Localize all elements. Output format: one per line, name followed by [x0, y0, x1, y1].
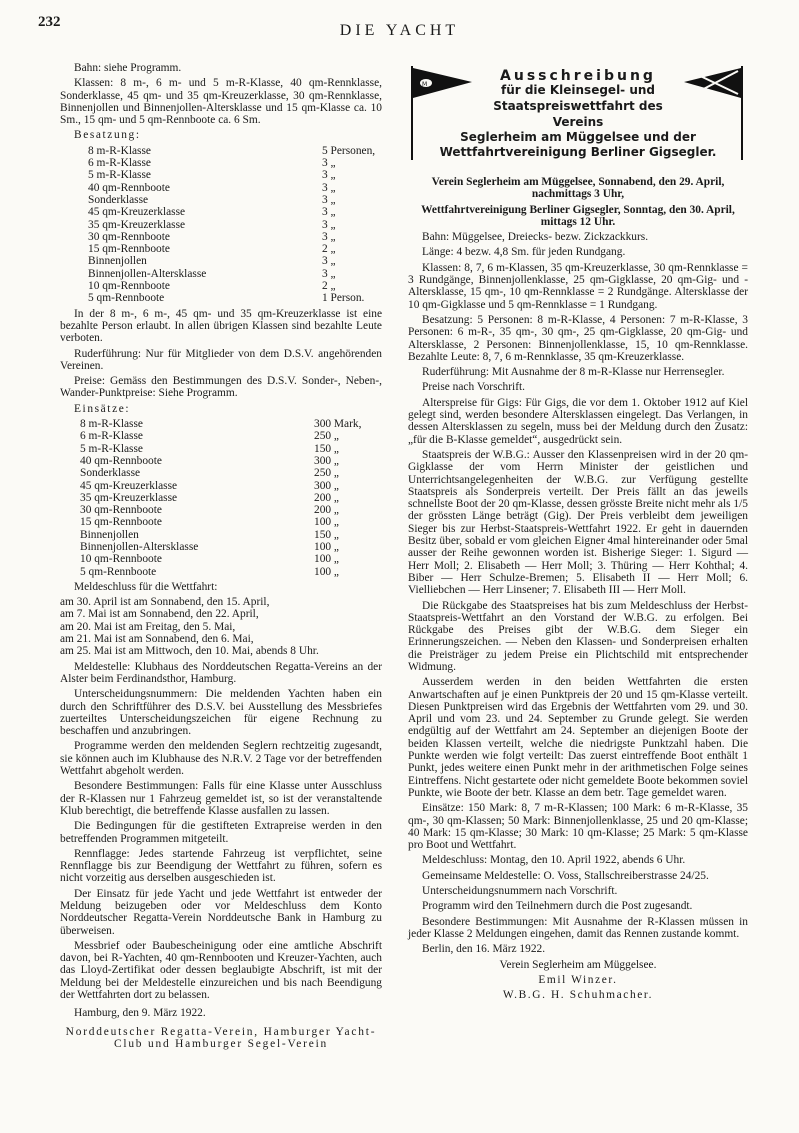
r-programm-text: Programm wird den Teilnehmern durch die Post zugesandt. — [422, 900, 693, 913]
besatzung-row-label: 40 qm-Rennboote — [88, 181, 170, 194]
einsaetze-row-value: 100 „ — [314, 565, 339, 578]
einsaetze-row-value: 100 „ — [314, 516, 339, 529]
einsaetze-row-value: 300 „ — [314, 479, 339, 492]
r-besatzung-text: Besatzung: 5 Personen: 8 m-R-Klasse, 4 Personen: 7 m-R-Klasse, 3 Personen: 6 m-R-, 35 qm-, 30 qm-, 25 qm-Gigklasse, 20 qm-Gig- und Altersklasse, 2 Personen: Binnenjollenklasse, 15, 10 qm-Rennklasse. Bezahlte Leute: 8, 7, 6 m-Rennklasse, 35 qm-Kreuzerklasse. — [408, 313, 748, 363]
einsaetze-row-label: Binnenjollen — [80, 528, 139, 541]
bedingungen-text: Die Bedingungen für die gestifteten Extrapreise werden in den betreffenden Programmen mitgeteilt. — [60, 820, 382, 845]
besatzung-row — [88, 157, 382, 169]
einsaetze-row-value: 200 „ — [314, 491, 339, 504]
verein-date: Verein Seglerheim am Müggelsee, Sonnabend, den 29. April, nachmittags 3 Uhr, — [431, 176, 725, 201]
unterscheidung-text: Unterscheidungsnummern: Die meldenden Yachten haben ein durch den Schriftführer des D.S.V. bei Ausstellung des Messbriefes zuerteiltes Unterscheidungszeichen für eigene Rechnung zu beschaffen und anzubringen. — [60, 688, 382, 738]
einsaetze-row — [80, 541, 382, 553]
rennflagge-text: Rennflagge: Jedes startende Fahrzeug ist verpflichtet, seine Rennflagge bis zur Beendigung der Wettfahrt zu führen, sofern es nicht vorzeitig aus derselben ausgeschieden ist. — [60, 847, 382, 885]
r-rueckgabe-text: Die Rückgabe des Staatspreises hat bis zum Meldeschluss der Herbst-Staatspreis-Wettfahrt an den Vorstand der W.B.G. zu erfolgen. Bei Rückgabe des Preises gibt der W.B.G. dem Sieger ein Erinnerungszeichen. — Neben den Klassen- und Sonderpreisen erhalten die Preisträger zu jedem Preise ein Plichtschild mit entsprechender Widmung. — [408, 599, 748, 673]
besatzung-row-label: 8 m-R-Klasse — [88, 144, 151, 157]
r-alterspreise-text: Alterspreise für Gigs: Für Gigs, die vor dem 1. Oktober 1912 auf Kiel gelegt sind, werden besondere Altersklassen eingelegt. Das Verlangen, in dessen Altersklassen zu segeln, muss bei der Meldung durch den Zusatz: „für die B-Klasse gemeldet“, ausgedrückt sein. — [408, 396, 748, 446]
besatzung-row-value: 3 „ — [322, 193, 336, 206]
besatzung-row — [88, 280, 382, 292]
besatzung-row — [88, 145, 382, 157]
einsaetze-row — [80, 467, 382, 479]
besatzung-row-value: 3 „ — [322, 255, 336, 268]
einsaetze-row-label: 30 qm-Rennboote — [80, 504, 162, 517]
left-column — [60, 62, 382, 1053]
besatzung-row-value: 2 „ — [322, 243, 336, 256]
r-besondere-text: Besondere Bestimmungen: Mit Ausnahme der R-Klassen müssen in jeder Klasse 2 Meldungen eingehen, damit das Rennen zustande kommt. — [408, 915, 748, 940]
einsaetze-row — [80, 504, 382, 516]
besatzung-row-value: 5 Personen, — [322, 144, 376, 157]
meldestelle-text: Meldestelle: Klubhaus des Norddeutschen Regatta-Vereins an der Alster beim Ferdinandsthor, Hamburg. — [60, 660, 382, 685]
running-title: DIE YACHT — [339, 22, 460, 39]
besatzung-row-label: 35 qm-Kreuzerklasse — [88, 218, 186, 231]
einsaetze-row — [80, 455, 382, 467]
einsaetze-row-label: 10 qm-Rennboote — [80, 553, 162, 566]
besatzung-row — [88, 206, 382, 218]
einsaetze-row — [80, 443, 382, 455]
einsaetze-row — [80, 529, 382, 541]
r-laenge-text: Länge: 4 bezw. 4,8 Sm. für jeden Rundgang. — [422, 246, 626, 259]
einsaetze-row-value: 300 Mark, — [314, 418, 362, 431]
messbrief-text: Messbrief oder Baubescheinigung oder eine amtliche Abschrift davon, bei R-Yachten, 40 qm-Rennbooten und Kreuzer-Yachten, auch das Lloyd-Zertifikat oder dessen beglaubigte Abschrift, ist mit der Meldung bei der Meldestelle einzureichen und bis nach Beendigung der Wettfahrten dort zu belassen. — [60, 939, 382, 1002]
einsaetze-row-value: 200 „ — [314, 504, 339, 517]
besatzung-row — [88, 231, 382, 243]
besatzung-row-value: 3 „ — [322, 206, 336, 219]
r-staatspreis-text: Staatspreis der W.B.G.: Ausser den Klassenpreisen wird in der 20 qm-Gigklasse der vom Herrn Minister der geistlichen und Unterrichtsangelegenheiten der W.B.G. zur Verfügung gestellte Staatspreis als Sonderpreis verteilt. Der Preis fällt an das jeweils schnellste Boot der 20 qm-Klasse, dessen grösste Breite nicht mehr als 1/5 der grössten Länge beträgt (Gig). Der Preis verbleibt dem jeweiligen Sieger bis zur Herbst-Staatspreis-Wettfahrt 1922. Er geht in dauernden Besitz über, sobald er vom gleichen Eigner 4mal hintereinander oder 5mal ausser der Reihe gewonnen worden ist. Bisherige Sieger: 1. Sigurd — Herr Moll; 2. Elisabeth — Herr Moll; 3. Thüring — Herr Kohthal; 4. Biber — Herr Schulze-Bremen; 5. Elisabeth II — Herr Moll; 6. Vielliebchen — Herr Linsener; 7. Elisabeth III — Herr Moll. — [408, 448, 748, 597]
besatzung-row — [88, 219, 382, 231]
einsaetze-row-value: 100 „ — [314, 540, 339, 553]
besatzung-list — [60, 145, 382, 305]
r-signature-name: Emil Winzer. — [538, 973, 618, 986]
einsaetze-row-label: 35 qm-Kreuzerklasse — [80, 491, 178, 504]
besatzung-row — [88, 255, 382, 267]
club-pennant-right-icon — [678, 62, 748, 162]
r-ruderfuehrung-text: Ruderführung: Mit Ausnahme der 8 m-R-Klasse nur Herrensegler. — [422, 366, 725, 379]
einsaetze-row-value: 250 „ — [314, 430, 339, 443]
besatzung-row-value: 3 „ — [322, 267, 336, 280]
besatzung-row — [88, 194, 382, 206]
einsaetze-row — [80, 430, 382, 442]
besatzung-row-label: 30 qm-Rennboote — [88, 230, 170, 243]
r-bahn-text: Bahn: Müggelsee, Dreiecks- bezw. Zickzackkurs. — [422, 231, 649, 244]
r-unterscheidung-text: Unterscheidungsnummern nach Vorschrift. — [422, 885, 618, 898]
besatzung-row-label: 6 m-R-Klasse — [88, 157, 151, 170]
r-klassen-text: Klassen: 8, 7, 6 m-Klassen, 35 qm-Kreuzerklasse, 30 qm-Rennklasse = 3 Rundgänge, Binnenjollenklasse, 25 qm-Gigklasse, 20 qm-Gig- und -Altersklasse, 15 qm-, 10 qm-Rennklasse = 2 Rundgänge. Altersklasse der 10 qm-Gigklasse und 5 qm-Rennklasse = 1 Rundgang. — [408, 261, 748, 311]
left-date: Hamburg, den 9. März 1922. — [74, 1007, 206, 1020]
einsaetze-row — [80, 516, 382, 528]
announcement-title: Ausschreibung — [500, 68, 656, 84]
meldeschluss-line: am 21. Mai ist am Sonnabend, den 6. Mai, — [60, 633, 254, 646]
besatzung-row — [88, 243, 382, 255]
meldeschluss-line: am 20. Mai ist am Freitag, den 5. Mai, — [60, 620, 236, 633]
besatzung-heading: Besatzung: — [74, 129, 141, 142]
r-meldestelle-text: Gemeinsame Meldestelle: O. Voss, Stallschreiberstrasse 24/25. — [422, 869, 709, 882]
klassen-text: Klassen: 8 m-, 6 m- und 5 m-R-Klasse, 40 qm-Rennklasse, Sonderklasse, 45 qm- und 35 qm-Kreuzerklasse, 30 qm-Rennklasse, Binnenjollen und Binnenjollen-Altersklasse und 15 qm-Klasse ca. 10 Sm., 15 qm- und 5 qm-Rennboote ca. 6 Sm. — [60, 77, 382, 127]
besatzung-row-label: Binnenjollen-Altersklasse — [88, 267, 207, 280]
einsaetze-row-label: 5 m-R-Klasse — [80, 442, 143, 455]
ruderfuehrung-text: Ruderführung: Nur für Mitglieder von dem D.S.V. angehörenden Vereinen. — [60, 347, 382, 372]
besatzung-row-value: 3 „ — [322, 218, 336, 231]
einsaetze-row-value: 150 „ — [314, 528, 339, 541]
einsaetze-row — [80, 418, 382, 430]
besatzung-row — [88, 182, 382, 194]
besatzung-row-label: 5 m-R-Klasse — [88, 169, 151, 182]
r-meldeschluss-text: Meldeschluss: Montag, den 10. April 1922, abends 6 Uhr. — [422, 854, 686, 867]
page-number: 232 — [38, 14, 61, 30]
r-date: Berlin, den 16. März 1922. — [422, 943, 546, 956]
right-column — [408, 62, 748, 1004]
einsaetze-row-label: 8 m-R-Klasse — [80, 418, 143, 431]
meldeschluss-list — [60, 596, 382, 657]
meldeschluss-heading: Meldeschluss für die Wettfahrt: — [74, 580, 218, 593]
r-einsaetze-text: Einsätze: 150 Mark: 8, 7 m-R-Klassen; 100 Mark: 6 m-R-Klasse, 35 qm-, 30 qm-Klassen; 50 Mark: Binnenjollenklasse, 25 und 20 qm-Klasse; 40 Mark: 15 qm-Klasse; 30 Mark: 10 qm-Klasse; 25 Mark: 5 qm-Klasse pro Boot und Wettfahrt. — [408, 802, 748, 852]
einsaetze-row-label: Binnenjollen-Altersklasse — [80, 540, 199, 553]
besatzung-row-label: Binnenjollen — [88, 255, 147, 268]
announcement-subtitle: für die Kleinsegel- und Staatspreiswettfahrt des Vereins — [493, 83, 663, 130]
besatzung-row-label: Sonderklasse — [88, 193, 149, 206]
besatzung-row-value: 3 „ — [322, 169, 336, 182]
einsaetze-row-label: 5 qm-Rennboote — [80, 565, 157, 578]
besatzung-row-value: 1 Person. — [322, 292, 365, 305]
einsaetze-row — [80, 566, 382, 578]
svg-text:M: M — [422, 81, 428, 88]
einsaetze-row-label: 6 m-R-Klasse — [80, 430, 143, 443]
besatzung-row-value: 3 „ — [322, 230, 336, 243]
meldeschluss-line: am 30. April ist am Sonnabend, den 15. April, — [60, 596, 270, 609]
einsaetze-row-label: Sonderklasse — [80, 467, 141, 480]
besatzung-row-label: 5 qm-Rennboote — [88, 292, 165, 305]
besatzung-row-value: 3 „ — [322, 157, 336, 170]
einsaetze-row-value: 250 „ — [314, 467, 339, 480]
club-pennant-left-icon — [408, 62, 478, 162]
einsaetze-row — [80, 480, 382, 492]
einsaetze-row-value: 100 „ — [314, 553, 339, 566]
einsaetze-row-value: 150 „ — [314, 442, 339, 455]
einsaetze-heading: Einsätze: — [74, 402, 131, 415]
besatzung-row-value: 3 „ — [322, 181, 336, 194]
besatzung-row-value: 2 „ — [322, 280, 336, 293]
besondere-text: Besondere Bestimmungen: Falls für eine Klasse unter Ausschluss der R-Klassen nur 1 Fahrzeug gemeldet ist, so ist der veranstaltende Klub berechtigt, die betreffende Klasse ausfallen zu lassen. — [60, 780, 382, 817]
preise-text: Preise: Gemäss den Bestimmungen des D.S.V. Sonder-, Neben-, Wander-Punktpreise: Siehe Programm. — [60, 375, 382, 400]
einsaetze-row-label: 45 qm-Kreuzerklasse — [80, 479, 178, 492]
announcement-clubs: Seglerheim am Müggelsee und der Wettfahrtvereinigung Berliner Gigsegler. — [439, 130, 717, 160]
einsatz-text: Der Einsatz für jede Yacht und jede Wettfahrt ist entweder der Meldung beizugeben oder vor Meldeschluss dem Konto Norddeutscher Regatta-Verein Norddeutsche Bank in Hamburg zu überweisen. — [60, 887, 382, 937]
besatzung-row — [88, 292, 382, 304]
einsaetze-row-value: 300 „ — [314, 454, 339, 467]
meldeschluss-line: am 25. Mai ist am Mittwoch, den 10. Mai, abends 8 Uhr. — [60, 645, 319, 658]
besatzung-row-label: 15 qm-Rennboote — [88, 243, 170, 256]
besatzung-row — [88, 169, 382, 181]
programme-text: Programme werden den meldenden Seglern rechtzeitig zugesandt, sie können auch im Klubhause des N.R.V. 2 Tage vor der betreffenden Wettfahrt abgeholt werden. — [60, 740, 382, 778]
r-signature-wbg: W.B.G. H. Schuhmacher. — [502, 989, 654, 1002]
r-preise-text: Preise nach Vorschrift. — [422, 381, 526, 394]
bahn-text: Bahn: siehe Programm. — [74, 62, 182, 74]
meldeschluss-line: am 7. Mai ist am Sonnabend, den 22. April, — [60, 608, 259, 621]
left-signature: Norddeutscher Regatta-Verein, Hamburger Yacht-Club und Hamburger Segel-Verein — [65, 1025, 377, 1050]
einsaetze-row-label: 15 qm-Rennboote — [80, 516, 162, 529]
wettfahrt-date: Wettfahrtvereinigung Berliner Gigsegler, Sonntag, den 30. April, mittags 12 Uhr. — [421, 203, 735, 228]
r-signature-club: Verein Seglerheim am Müggelsee. — [499, 958, 657, 971]
einsaetze-row-label: 40 qm-Rennboote — [80, 454, 162, 467]
einsaetze-list — [60, 418, 382, 578]
besatzung-row-label: 10 qm-Rennboote — [88, 280, 170, 293]
r-ausserdem-text: Ausserdem werden in den beiden Wettfahrten die ersten Anwartschaften auf je einen Punktpreis der 20 und 15 qm-Klasse verteilt. Diesen Punktpreisen wird das Ergebnis der Wettfahrten vom 29. und 30. April und vom 23. und 24. September zu Grunde gelegt. Sie werden endgültig auf der Wettfahrt am 24. September an diejenigen Boote der beiden Klassen verteilt, welche die niedrigste Punktzahl haben. Die Punkte werden wie folgt verteilt: Das zuerst eintreffende Boot enthält 1 Punkt, jedes weitere einen Punkt mehr in der arithmetischen Folge seines Eintreffens. Nicht gestartete oder nicht gemeldete Boote bekommen soviel Punkte, wie Boote der betr. Klasse an dem betr. Tage gemeldet waren. — [408, 676, 748, 799]
einsaetze-row — [80, 553, 382, 565]
besatzung-row-label: 45 qm-Kreuzerklasse — [88, 206, 186, 219]
einsaetze-row — [80, 492, 382, 504]
besatzung-row — [88, 268, 382, 280]
besatzung-note: In der 8 m-, 6 m-, 45 qm- und 35 qm-Kreuzerklasse ist eine bezahlte Person erlaubt. In allen übrigen Klassen sind bezahlte Leute verboten. — [60, 307, 382, 345]
announcement-header — [408, 62, 748, 170]
